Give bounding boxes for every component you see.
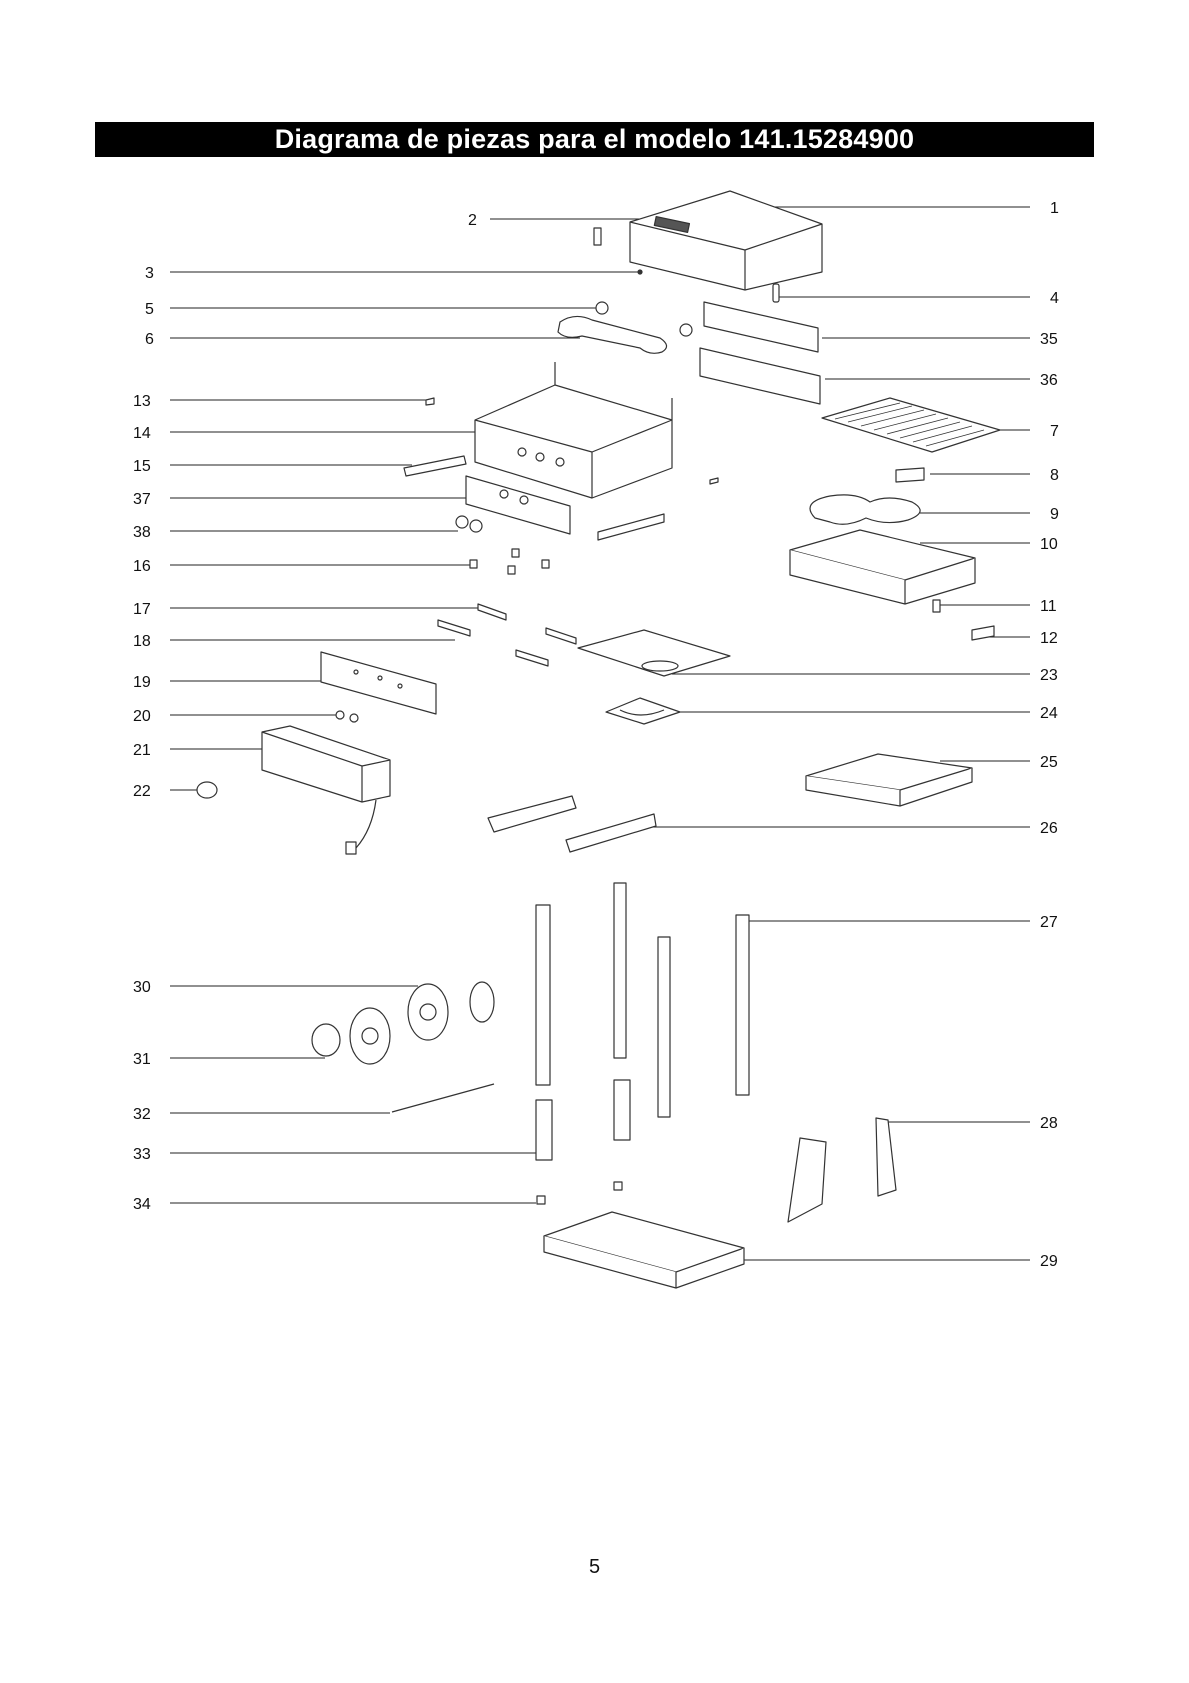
callout-label: 25 [1040, 754, 1058, 771]
callout-label: 8 [1050, 467, 1059, 484]
part-bracket [404, 456, 466, 476]
callout-5 [145, 301, 598, 318]
callout-label: 26 [1040, 820, 1058, 837]
callout-label: 33 [133, 1146, 151, 1163]
part-hubcap [470, 982, 494, 1022]
part-side-leg [788, 1138, 826, 1222]
callout-label: 3 [145, 265, 154, 282]
part-leg-extension [536, 1100, 552, 1160]
callout-33 [133, 1146, 536, 1163]
part-clip [933, 600, 940, 612]
callout-26 [652, 820, 1058, 837]
part-bracket [598, 514, 664, 540]
callout-6 [145, 331, 580, 348]
callout-28 [888, 1115, 1058, 1132]
part-nut [336, 711, 344, 719]
part-firebox [475, 362, 672, 498]
part-element-bracket [896, 468, 924, 482]
callout-label: 37 [133, 491, 151, 508]
callout-13 [133, 393, 428, 410]
part-cooking-grate [822, 398, 1000, 452]
part-hinge [516, 650, 548, 666]
callout-19 [133, 674, 325, 691]
callout-label: 29 [1040, 1253, 1058, 1270]
callout-12 [988, 630, 1058, 647]
callout-label: 21 [133, 742, 151, 759]
part-clip [470, 560, 477, 568]
callout-label: 9 [1050, 506, 1059, 523]
part-rear-panel [321, 652, 436, 714]
part-lid-clip [594, 228, 601, 245]
callout-label: 14 [133, 425, 151, 442]
callout-label: 31 [133, 1051, 151, 1068]
part-hinge [546, 628, 576, 644]
callout-label: 6 [145, 331, 154, 348]
part-bottom-shelf [544, 1212, 744, 1288]
part-knob [470, 520, 482, 532]
part-knob [456, 516, 468, 528]
callout-label: 12 [1040, 630, 1058, 647]
callout-4 [778, 290, 1059, 307]
callout-9 [920, 506, 1059, 523]
callout-label: 13 [133, 393, 151, 410]
callout-label: 1 [1050, 200, 1059, 217]
callout-1 [765, 200, 1059, 217]
callout-label: 30 [133, 979, 151, 996]
part-controller [262, 726, 390, 854]
part-wheel [408, 984, 448, 1040]
page-number: 5 [588, 1556, 601, 1578]
page-title: Diagrama de piezas para el modelo 141.15284900 [274, 124, 915, 154]
callout-11 [938, 598, 1057, 615]
callout-7 [998, 423, 1059, 440]
part-handle-end [680, 324, 692, 336]
part-clip [512, 549, 519, 557]
callout-label: 24 [1040, 705, 1058, 722]
part-wheel [350, 1008, 390, 1064]
callout-label: 10 [1040, 536, 1058, 553]
part-clip [508, 566, 515, 574]
callout-3 [145, 265, 638, 282]
callout-20 [133, 708, 336, 725]
callout-36 [825, 372, 1058, 389]
part-hinge-clip [773, 284, 779, 302]
part-nut [350, 714, 358, 722]
callout-37 [133, 491, 466, 508]
callout-21 [133, 742, 272, 759]
callout-label: 17 [133, 601, 151, 618]
part-control-knob [197, 782, 217, 798]
part-hubcap [312, 1024, 340, 1056]
part-screw [426, 398, 434, 405]
part-grease-cup [606, 698, 680, 724]
callout-29 [742, 1253, 1058, 1270]
part-clip [710, 478, 718, 484]
part-lid [630, 191, 822, 290]
callout-label: 23 [1040, 667, 1058, 684]
part-heat-shield [704, 302, 818, 352]
callout-label: 2 [468, 212, 477, 229]
callout-31 [133, 1051, 325, 1068]
callout-label: 32 [133, 1106, 151, 1123]
part-cross-brace [488, 796, 656, 852]
callout-8 [930, 467, 1059, 484]
callout-label: 22 [133, 783, 151, 800]
callout-2 [468, 212, 648, 229]
part-leg [736, 915, 749, 1095]
callout-label: 4 [1050, 290, 1059, 307]
part-screw [638, 270, 642, 274]
part-axle [392, 1084, 494, 1112]
part-handle-end [596, 302, 608, 314]
part-shield [700, 348, 820, 404]
callout-18 [133, 633, 455, 650]
part-leg [536, 905, 550, 1085]
callout-14 [133, 425, 478, 442]
callout-label: 5 [145, 301, 154, 318]
part-drip-tray [578, 630, 730, 676]
part-hinge [478, 604, 506, 620]
callout-label: 20 [133, 708, 151, 725]
part-hinge [438, 620, 470, 636]
callout-15 [133, 458, 412, 475]
part-element-pan [790, 530, 975, 604]
part-leg [658, 937, 670, 1117]
part-bracket [972, 626, 994, 640]
part-leg [614, 883, 626, 1058]
callout-label: 7 [1050, 423, 1059, 440]
part-heating-element [810, 495, 920, 524]
callout-label: 36 [1040, 372, 1058, 389]
callout-label: 19 [133, 674, 151, 691]
callout-label: 38 [133, 524, 151, 541]
part-side-shelf [806, 754, 972, 806]
callout-22 [133, 783, 197, 800]
callout-38 [133, 524, 458, 541]
callout-23 [672, 667, 1058, 684]
callout-label: 34 [133, 1196, 151, 1213]
part-foot-cap [614, 1182, 622, 1190]
callout-34 [133, 1196, 536, 1213]
callout-label: 15 [133, 458, 151, 475]
callout-17 [133, 601, 484, 618]
callout-label: 28 [1040, 1115, 1058, 1132]
callout-label: 35 [1040, 331, 1058, 348]
callout-16 [133, 558, 474, 575]
part-handle [558, 316, 667, 353]
callout-35 [822, 331, 1058, 348]
part-leg-extension [614, 1080, 630, 1140]
part-clip [542, 560, 549, 568]
callout-label: 27 [1040, 914, 1058, 931]
callout-label: 11 [1040, 598, 1057, 615]
callout-24 [660, 705, 1058, 722]
part-foot-cap [537, 1196, 545, 1204]
callout-label: 16 [133, 558, 151, 575]
part-side-leg [876, 1118, 896, 1196]
callout-30 [133, 979, 418, 996]
callout-32 [133, 1106, 390, 1123]
callout-label: 18 [133, 633, 151, 650]
callout-27 [748, 914, 1058, 931]
